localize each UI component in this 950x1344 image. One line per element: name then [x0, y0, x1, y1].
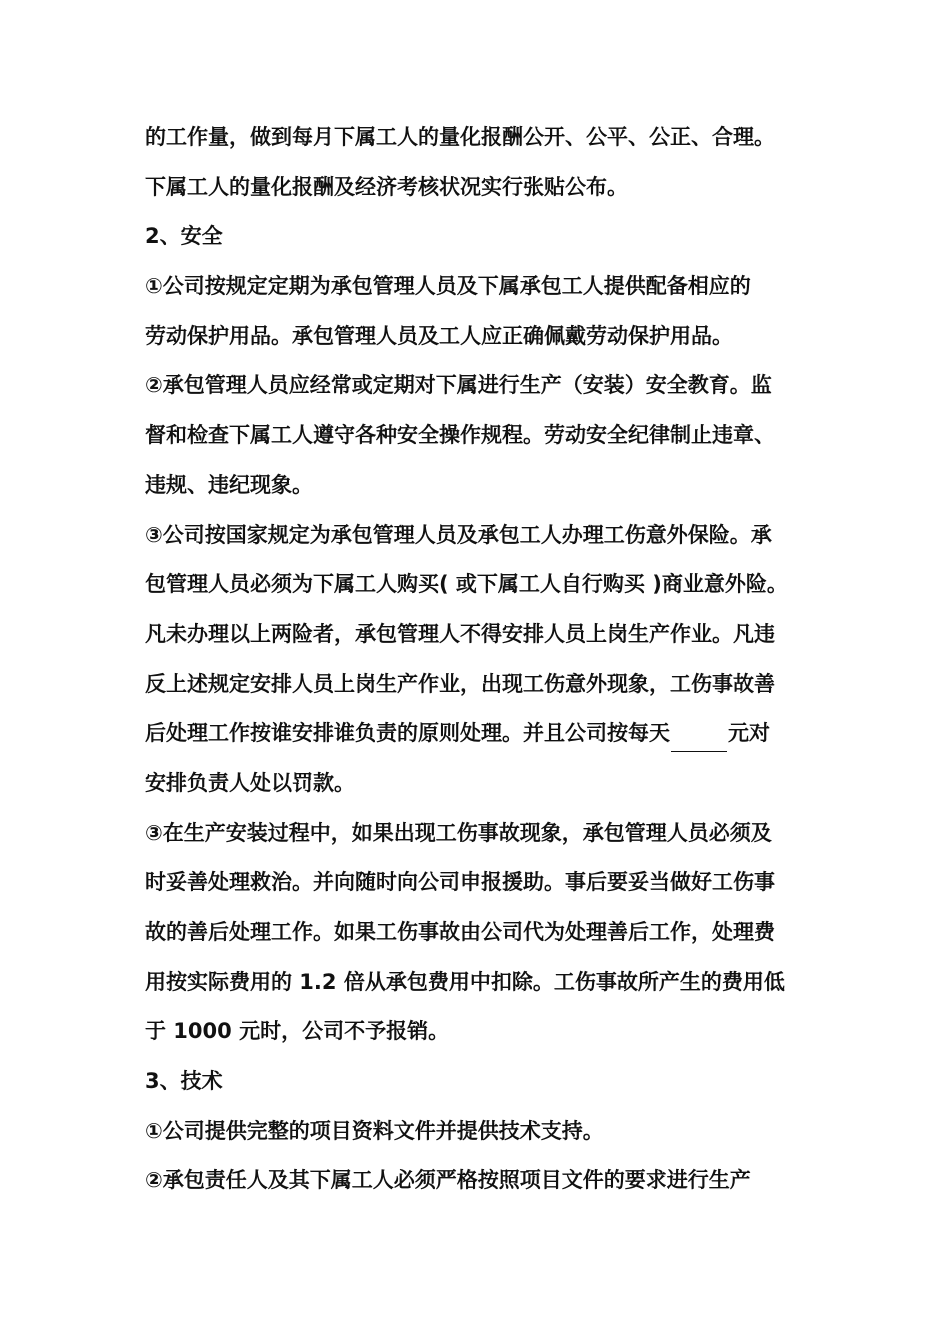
text-line: 时妥善处理救治。并向随时向公司申报援助。事后要妥当做好工伤事	[145, 870, 775, 895]
text-line: 反上述规定安排人员上岗生产作业，出现工伤意外现象，工伤事故善	[145, 671, 775, 696]
text-line: ①公司按规定定期为承包管理人员及下属承包工人提供配备相应的	[145, 274, 751, 299]
text-segment: 元对	[728, 721, 770, 746]
text-line: 用按实际费用的 1.2 倍从承包费用中扣除。工伤事故所产生的费用低	[145, 969, 785, 994]
text-line: 包管理人员必须为下属工人购买( 或下属工人自行购买 )商业意外险。	[145, 572, 788, 597]
text-line: ②承包责任人及其下属工人必须严格按照项目文件的要求进行生产	[145, 1168, 751, 1193]
text-line: 督和检查下属工人遵守各种安全操作规程。劳动安全纪律制止违章、	[145, 423, 775, 448]
text-line: 故的善后处理工作。如果工伤事故由公司代为处理善后工作，处理费	[145, 920, 775, 944]
section-heading-safety: 2、安全	[145, 224, 223, 249]
document-body	[145, 113, 815, 1206]
text-line: ①公司提供完整的项目资料文件并提供技术支持。	[145, 1118, 604, 1143]
text-line: 凡未办理以上两险者，承包管理人不得安排人员上岗生产作业。凡违	[145, 621, 775, 646]
text-line: 下属工人的量化报酬及经济考核状况实行张贴公布。	[145, 174, 628, 199]
text-line: 违规、违纪现象。	[145, 472, 313, 497]
text-segment: 后处理工作按谁安排谁负责的原则处理。并且公司按每天	[145, 721, 670, 746]
text-line: ③在生产安装过程中，如果出现工伤事故现象，承包管理人员必须及	[145, 820, 772, 845]
text-line: 的工作量，做到每月下属工人的量化报酬公开、公平、公正、合理。	[145, 125, 775, 149]
text-line: ②承包管理人员应经常或定期对下属进行生产（安装）安全教育。监	[145, 373, 772, 398]
text-line: 安排负责人处以罚款。	[145, 770, 355, 795]
section-heading-technology: 3、技术	[145, 1069, 223, 1094]
text-line-with-blank	[145, 709, 815, 759]
text-line: 劳动保护用品。承包管理人员及工人应正确佩戴劳动保护用品。	[145, 323, 733, 348]
text-line: ③公司按国家规定为承包管理人员及承包工人办理工伤意外保险。承	[145, 522, 772, 547]
fill-in-blank	[671, 729, 727, 752]
text-line: 于 1000 元时，公司不予报销。	[145, 1019, 450, 1044]
